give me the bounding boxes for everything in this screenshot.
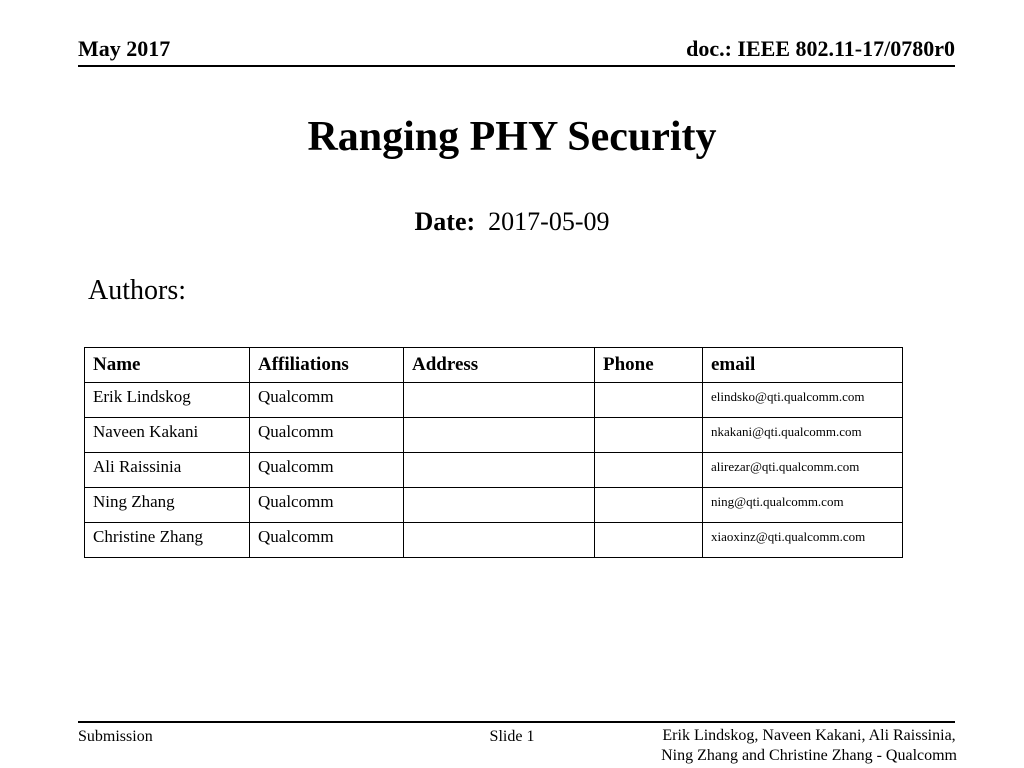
author-phone bbox=[595, 523, 703, 558]
author-affiliation: Qualcomm bbox=[250, 523, 404, 558]
author-address bbox=[404, 383, 595, 418]
slide-header bbox=[78, 36, 955, 67]
column-header-affiliations: Affiliations bbox=[250, 348, 404, 383]
column-header-email: email bbox=[703, 348, 903, 383]
author-address bbox=[404, 523, 595, 558]
table-row bbox=[85, 453, 903, 488]
footer-authors-line1: Erik Lindskog, Naveen Kakani, Ali Raissinia, bbox=[662, 727, 956, 744]
author-address bbox=[404, 453, 595, 488]
date-line bbox=[0, 206, 1024, 238]
footer-authors bbox=[661, 726, 957, 766]
author-email: alirezar@qti.qualcomm.com bbox=[703, 453, 903, 488]
author-name: Christine Zhang bbox=[85, 523, 250, 558]
authors-label: Authors: bbox=[88, 275, 186, 306]
author-name: Erik Lindskog bbox=[85, 383, 250, 418]
footer-divider bbox=[78, 721, 955, 723]
column-header-address: Address bbox=[404, 348, 595, 383]
date-value-text: 2017-05-09 bbox=[488, 207, 610, 236]
author-name: Ning Zhang bbox=[85, 488, 250, 523]
column-header-name: Name bbox=[85, 348, 250, 383]
column-header-phone: Phone bbox=[595, 348, 703, 383]
header-doc-number: doc.: IEEE 802.11-17/0780r0 bbox=[686, 36, 955, 61]
slide-title: Ranging PHY Security bbox=[307, 114, 717, 160]
author-affiliation: Qualcomm bbox=[250, 383, 404, 418]
footer-slide-number: Slide 1 bbox=[489, 728, 535, 745]
table-header-row bbox=[85, 348, 903, 383]
author-affiliation: Qualcomm bbox=[250, 488, 404, 523]
author-name: Naveen Kakani bbox=[85, 418, 250, 453]
author-address bbox=[404, 488, 595, 523]
author-phone bbox=[595, 453, 703, 488]
author-affiliation: Qualcomm bbox=[250, 453, 404, 488]
table-row bbox=[85, 488, 903, 523]
table-row bbox=[85, 383, 903, 418]
author-phone bbox=[595, 383, 703, 418]
author-email: nkakani@qti.qualcomm.com bbox=[703, 418, 903, 453]
date-label: Date: bbox=[414, 207, 476, 236]
author-email: xiaoxinz@qti.qualcomm.com bbox=[703, 523, 903, 558]
author-phone bbox=[595, 418, 703, 453]
author-address bbox=[404, 418, 595, 453]
author-phone bbox=[595, 488, 703, 523]
table-row bbox=[85, 418, 903, 453]
author-email: elindsko@qti.qualcomm.com bbox=[703, 383, 903, 418]
header-date: May 2017 bbox=[78, 36, 171, 61]
author-email: ning@qti.qualcomm.com bbox=[703, 488, 903, 523]
table-row bbox=[85, 523, 903, 558]
authors-table bbox=[84, 347, 903, 558]
author-name: Ali Raissinia bbox=[85, 453, 250, 488]
footer-submission: Submission bbox=[78, 728, 153, 745]
footer-authors-line2: Ning Zhang and Christine Zhang - Qualcomm bbox=[661, 747, 957, 764]
author-affiliation: Qualcomm bbox=[250, 418, 404, 453]
